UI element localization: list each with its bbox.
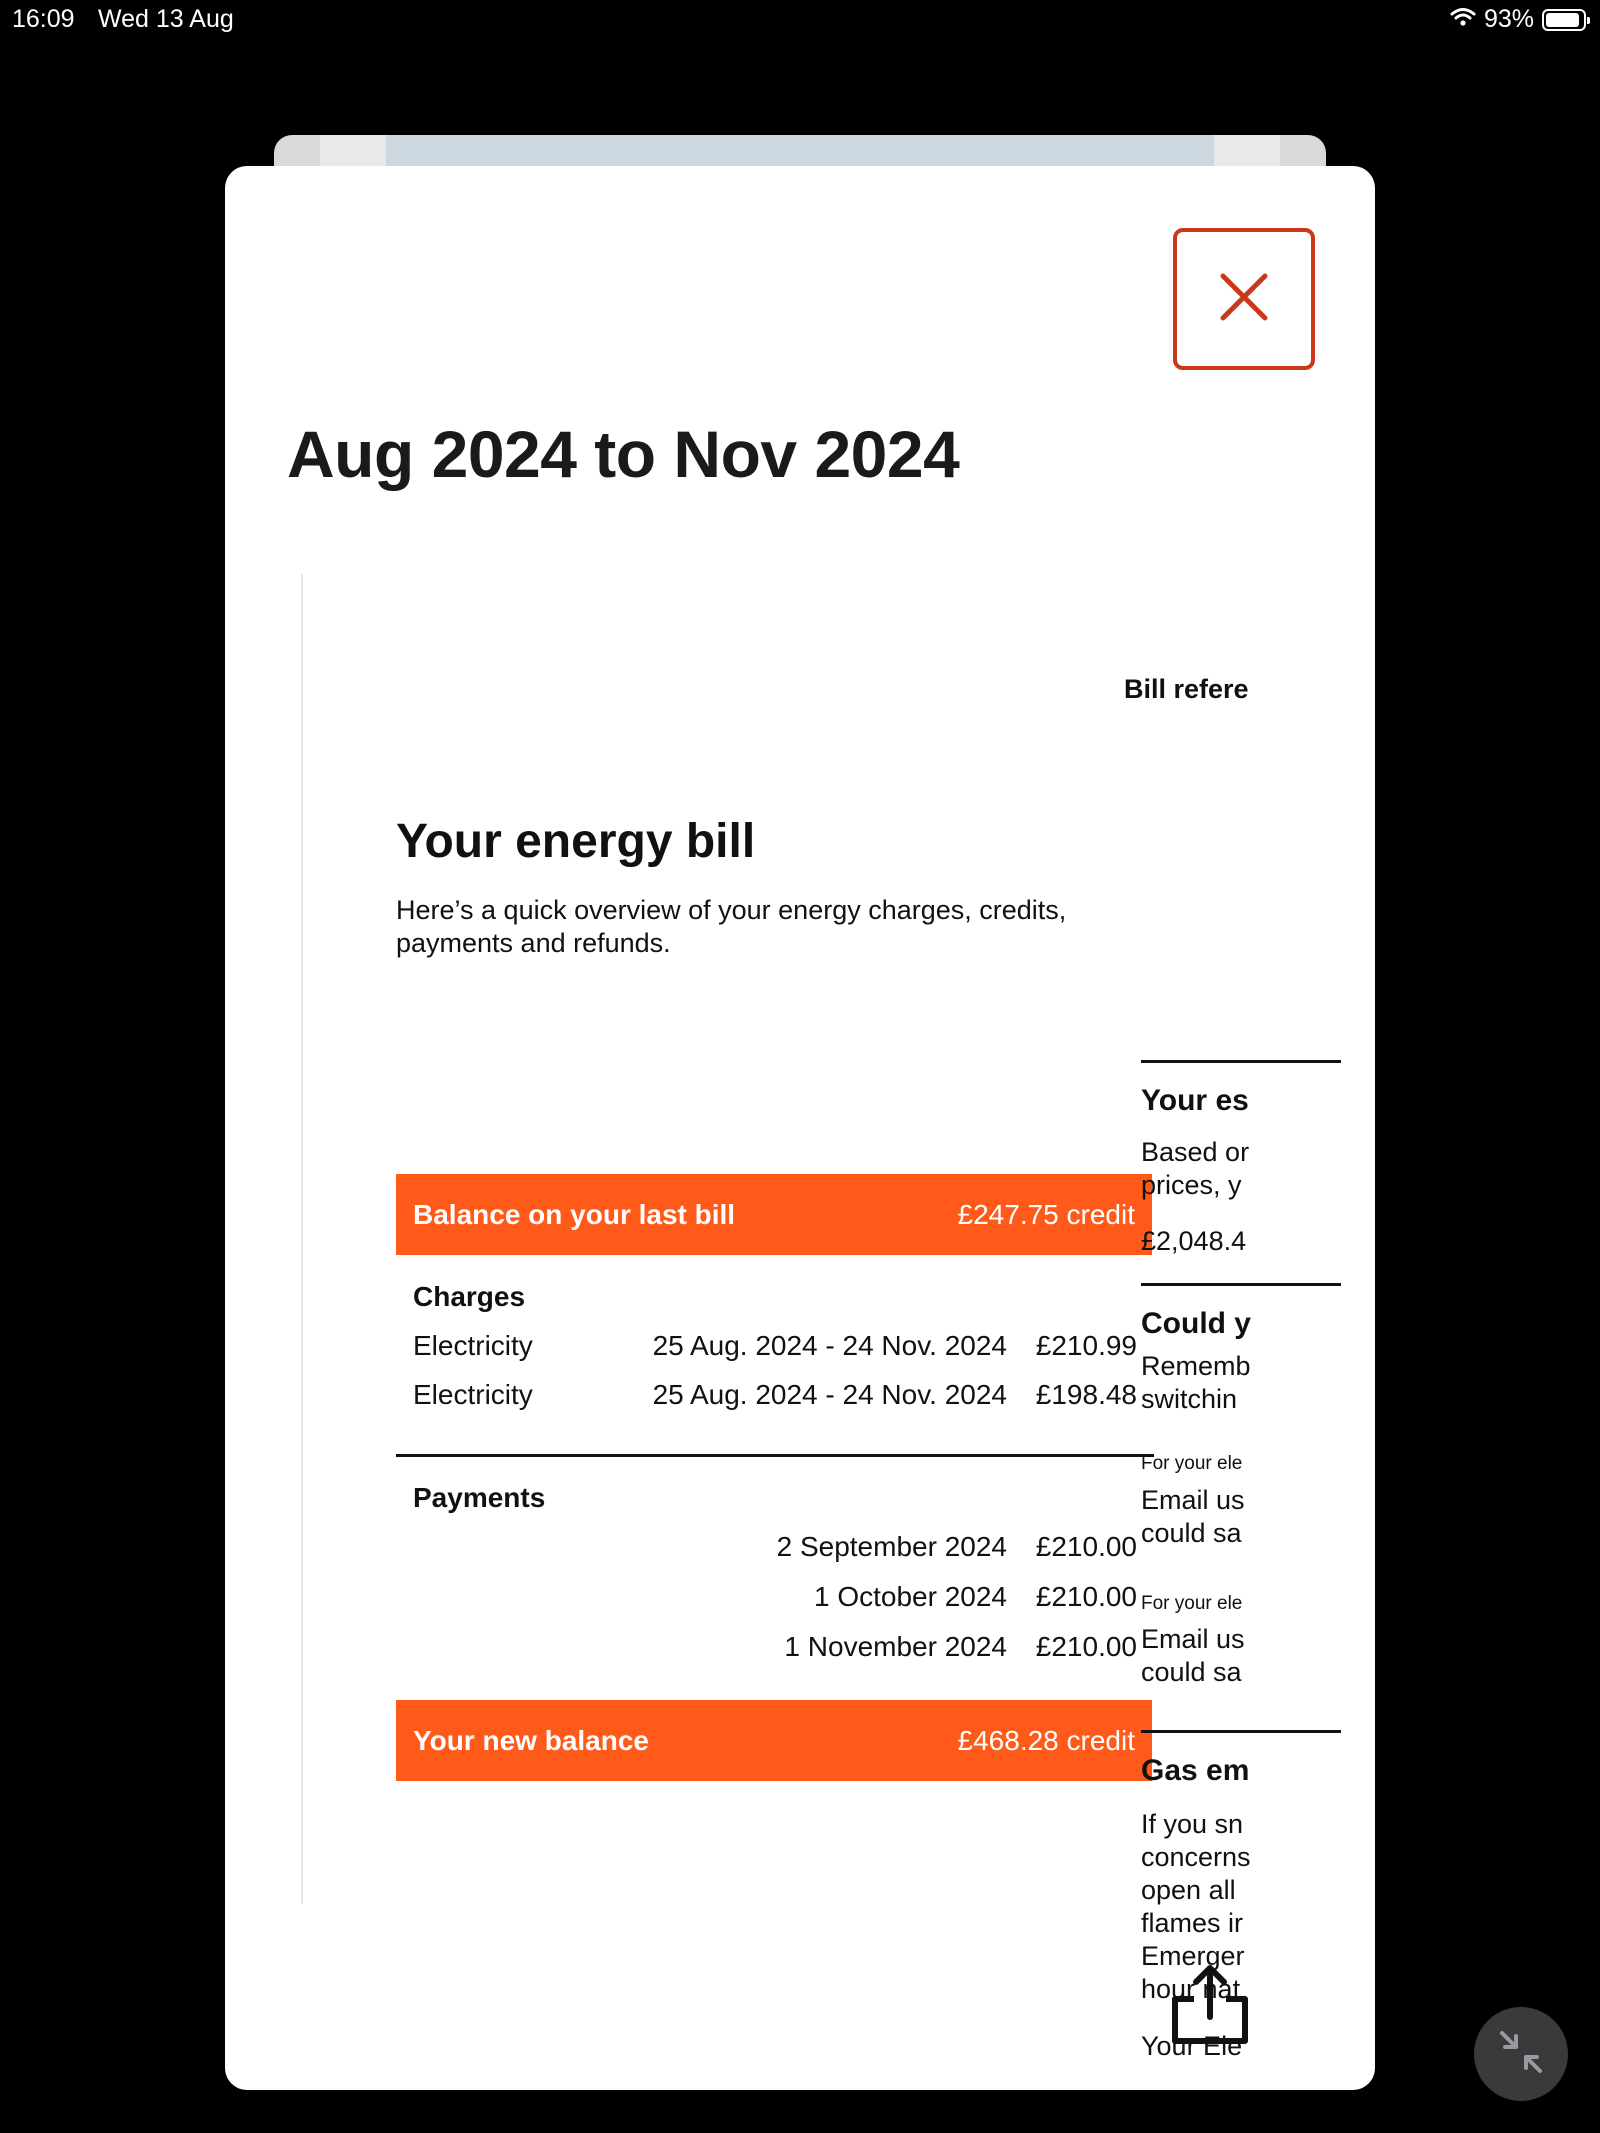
payment-amount: £210.00 [1035, 1631, 1137, 1662]
small-note: For your ele [1141, 1593, 1243, 1614]
charge-period: 25 Aug. 2024 - 24 Nov. 2024 [652, 1330, 1007, 1361]
close-icon [1219, 272, 1269, 327]
payment-date: 2 September 2024 [776, 1531, 1007, 1562]
energy-bill-heading: Your energy bill [396, 815, 756, 868]
gas-heading: Gas em [1141, 1754, 1250, 1787]
email-text: Email us [1141, 1624, 1245, 1654]
share-button[interactable] [1160, 1956, 1260, 2056]
gas-text: Emerger [1141, 1941, 1245, 1971]
wifi-icon [1450, 5, 1476, 34]
minimize-icon [1497, 2028, 1545, 2081]
switch-text: switchin [1141, 1384, 1238, 1414]
close-button[interactable] [1173, 228, 1315, 370]
right-rule [1141, 1730, 1341, 1733]
charge-name: Electricity [413, 1379, 533, 1410]
email-text: could sa [1141, 1518, 1242, 1548]
charge-amount: £198.48 [1035, 1379, 1137, 1410]
status-bar [0, 0, 1600, 40]
payment-date: 1 November 2024 [784, 1631, 1007, 1662]
payment-amount: £210.00 [1035, 1581, 1137, 1612]
minimize-button[interactable] [1474, 2007, 1568, 2101]
payments-label: Payments [413, 1482, 546, 1513]
bill-document[interactable] [301, 574, 1321, 2061]
modal-title: Aug 2024 to Nov 2024 [287, 417, 960, 491]
right-rule [1141, 1060, 1341, 1063]
estimate-value: £2,048.4 [1141, 1226, 1247, 1256]
status-date: Wed 13 Aug [98, 5, 234, 33]
charge-row [413, 1330, 1137, 1370]
status-right [1450, 5, 1586, 34]
status-time: 16:09 [12, 5, 75, 33]
your-ele-text: Your Ele [1141, 2031, 1243, 2061]
last-balance-bar [396, 1174, 1152, 1255]
right-column [1141, 574, 1321, 2061]
switch-text: Rememb [1141, 1351, 1251, 1381]
document-edge [301, 574, 303, 1904]
new-balance-amount: £468.28 credit [957, 1724, 1135, 1756]
bill-modal [225, 166, 1375, 2090]
payment-amount: £210.00 [1035, 1531, 1137, 1562]
gas-text: flames ir [1141, 1908, 1244, 1938]
battery-icon [1542, 9, 1586, 31]
email-text: Email us [1141, 1485, 1245, 1515]
gas-text: open all [1141, 1875, 1236, 1905]
energy-bill-intro: Here’s a quick overview of your energy charges, credits, payments and refunds. [396, 895, 1067, 958]
payment-row [413, 1581, 1137, 1621]
right-rule [1141, 1283, 1341, 1286]
new-balance-label: Your new balance [413, 1724, 649, 1756]
estimate-text: Based or [1141, 1137, 1250, 1167]
small-note: For your ele [1141, 1453, 1243, 1474]
charges-divider [396, 1454, 1154, 1457]
charge-period: 25 Aug. 2024 - 24 Nov. 2024 [652, 1379, 1007, 1410]
payment-row [413, 1631, 1137, 1671]
charge-name: Electricity [413, 1330, 533, 1361]
estimate-heading: Your es [1141, 1084, 1249, 1117]
new-balance-bar [396, 1700, 1152, 1781]
payment-row [413, 1531, 1137, 1571]
switch-heading: Could y [1141, 1307, 1251, 1340]
battery-percent: 93% [1483, 5, 1534, 33]
estimate-text: prices, y [1141, 1170, 1242, 1200]
charge-row [413, 1379, 1137, 1419]
gas-text: concerns [1141, 1842, 1251, 1872]
last-balance-amount: £247.75 credit [957, 1198, 1135, 1230]
share-icon [1169, 1963, 1251, 2050]
payment-date: 1 October 2024 [813, 1581, 1007, 1612]
charge-amount: £210.99 [1035, 1330, 1137, 1361]
gas-text: hour nat [1141, 1974, 1241, 2004]
email-text: could sa [1141, 1657, 1242, 1687]
bill-reference-label: Bill refere [1124, 674, 1249, 704]
last-balance-label: Balance on your last bill [413, 1198, 736, 1230]
gas-text: If you sn [1141, 1809, 1244, 1839]
charges-label: Charges [413, 1281, 526, 1312]
